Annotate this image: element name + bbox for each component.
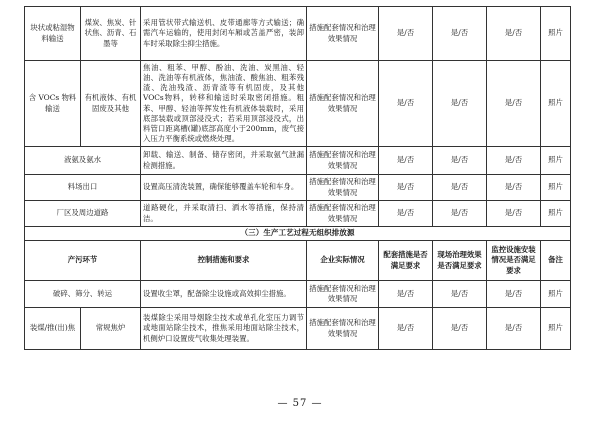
check-effect-cell: 是/否 xyxy=(433,308,487,350)
table-row xyxy=(25,281,571,308)
situation-cell: 措施配套情况和治理效果情况 xyxy=(307,281,379,308)
header-effect: 现场治理效果是否满足要求 xyxy=(433,241,487,281)
link-cell: 厂区及周边道路 xyxy=(25,201,141,227)
header-monitor: 监控设施安装情况是否满足要求 xyxy=(487,241,541,281)
note-cell: 照片 xyxy=(541,175,571,201)
requirement-cell: 道路硬化，并采取清扫、洒水等措施，保持清洁。 xyxy=(141,201,307,227)
material-cell: 有机液体、有机固废及其他 xyxy=(81,61,141,147)
check-effect-cell: 是/否 xyxy=(433,147,487,175)
check-effect-cell: 是/否 xyxy=(433,175,487,201)
link-cell: 料场出口 xyxy=(25,175,141,201)
check-measures-cell: 是/否 xyxy=(379,7,433,61)
section-title-row xyxy=(25,227,571,241)
check-monitor-cell: 是/否 xyxy=(487,308,541,350)
requirement-cell: 装煤除尘采用导烟除尘技术或单孔化室压力调节或地面站除尘技术，推焦采用地面站除尘技术，机侧炉口设置废气收集处理装置。 xyxy=(141,308,307,350)
check-measures-cell: 是/否 xyxy=(379,201,433,227)
link-cell: 破碎、筛分、转运 xyxy=(25,281,141,308)
check-effect-cell: 是/否 xyxy=(433,201,487,227)
section-title: （三）生产工艺过程无组织排放源 xyxy=(25,227,571,241)
check-monitor-cell: 是/否 xyxy=(487,175,541,201)
table-row xyxy=(25,201,571,227)
situation-cell: 措施配套情况和治理效果情况 xyxy=(307,308,379,350)
requirement-cell: 采用管状带式输送机、皮带通廊等方式输送；确需汽车运输的，使用封闭车厢或苫盖严密，装卸车时采取除尘抑尘措施。 xyxy=(141,7,307,61)
check-effect-cell: 是/否 xyxy=(433,61,487,147)
table-row xyxy=(25,147,571,175)
situation-cell: 措施配套情况和治理效果情况 xyxy=(307,201,379,227)
requirement-cell: 设置收尘罩，配备除尘设施或高效抑尘措施。 xyxy=(141,281,307,308)
note-cell: 照片 xyxy=(541,281,571,308)
situation-cell: 措施配套情况和治理效果情况 xyxy=(307,147,379,175)
table-header-row xyxy=(25,241,571,281)
requirement-cell: 焦油、粗苯、甲醇、酚油、洗油、炭黑油、轻油、洗油等有机液体，焦油渣、酸焦油、粗苯残渣、洗油残渣、沥青渣等有机固废，及其他VOCs物料，转移和输送时采取密闭措施。粗苯、甲醇、轻油等挥发性有机液体装载时，采用底部装载或顶部浸没式；若采用顶部浸没式，出料管口距离槽(罐)底部高度小于200mm，废气接入压力平衡系统或燃烧处理。 xyxy=(141,61,307,147)
check-measures-cell: 是/否 xyxy=(379,147,433,175)
header-note: 备注 xyxy=(541,241,571,281)
requirement-cell: 卸载、输送、制备、储存密闭，并采取氨气泄漏检测措施。 xyxy=(141,147,307,175)
note-cell: 照片 xyxy=(541,61,571,147)
note-cell: 照片 xyxy=(541,7,571,61)
link-cell: 装煤/推(出)焦 xyxy=(25,308,81,350)
table-row xyxy=(25,61,571,147)
check-monitor-cell: 是/否 xyxy=(487,201,541,227)
link-cell: 液氨及氨水 xyxy=(25,147,141,175)
note-cell: 照片 xyxy=(541,147,571,175)
requirement-cell: 设置高压清洗装置，确保能够覆盖车轮和车身。 xyxy=(141,175,307,201)
check-monitor-cell: 是/否 xyxy=(487,61,541,147)
situation-cell: 措施配套情况和治理效果情况 xyxy=(307,7,379,61)
note-cell: 照片 xyxy=(541,308,571,350)
situation-cell: 措施配套情况和治理效果情况 xyxy=(307,175,379,201)
header-measures: 配套措施是否满足要求 xyxy=(379,241,433,281)
note-cell: 照片 xyxy=(541,201,571,227)
check-measures-cell: 是/否 xyxy=(379,281,433,308)
check-measures-cell: 是/否 xyxy=(379,175,433,201)
check-monitor-cell: 是/否 xyxy=(487,7,541,61)
sub-link-cell: 常规焦炉 xyxy=(81,308,141,350)
link-cell: 含 VOCs 物料输送 xyxy=(25,61,81,147)
check-effect-cell: 是/否 xyxy=(433,7,487,61)
material-cell: 煤炭、焦炭、针状焦、沥青、石墨等 xyxy=(81,7,141,61)
link-cell: 块状或粘湿物料输送 xyxy=(25,7,81,61)
table-row xyxy=(25,7,571,61)
table-row xyxy=(25,308,571,350)
header-link: 产污环节 xyxy=(25,241,141,281)
table-row xyxy=(25,175,571,201)
page-number: — 57 — xyxy=(277,398,323,409)
check-measures-cell: 是/否 xyxy=(379,308,433,350)
header-requirement: 控制措施和要求 xyxy=(141,241,307,281)
check-monitor-cell: 是/否 xyxy=(487,147,541,175)
header-situation: 企业实际情况 xyxy=(307,241,379,281)
check-measures-cell: 是/否 xyxy=(379,61,433,147)
inspection-table xyxy=(24,6,571,350)
check-monitor-cell: 是/否 xyxy=(487,281,541,308)
situation-cell: 措施配套情况和治理效果情况 xyxy=(307,61,379,147)
check-effect-cell: 是/否 xyxy=(433,281,487,308)
